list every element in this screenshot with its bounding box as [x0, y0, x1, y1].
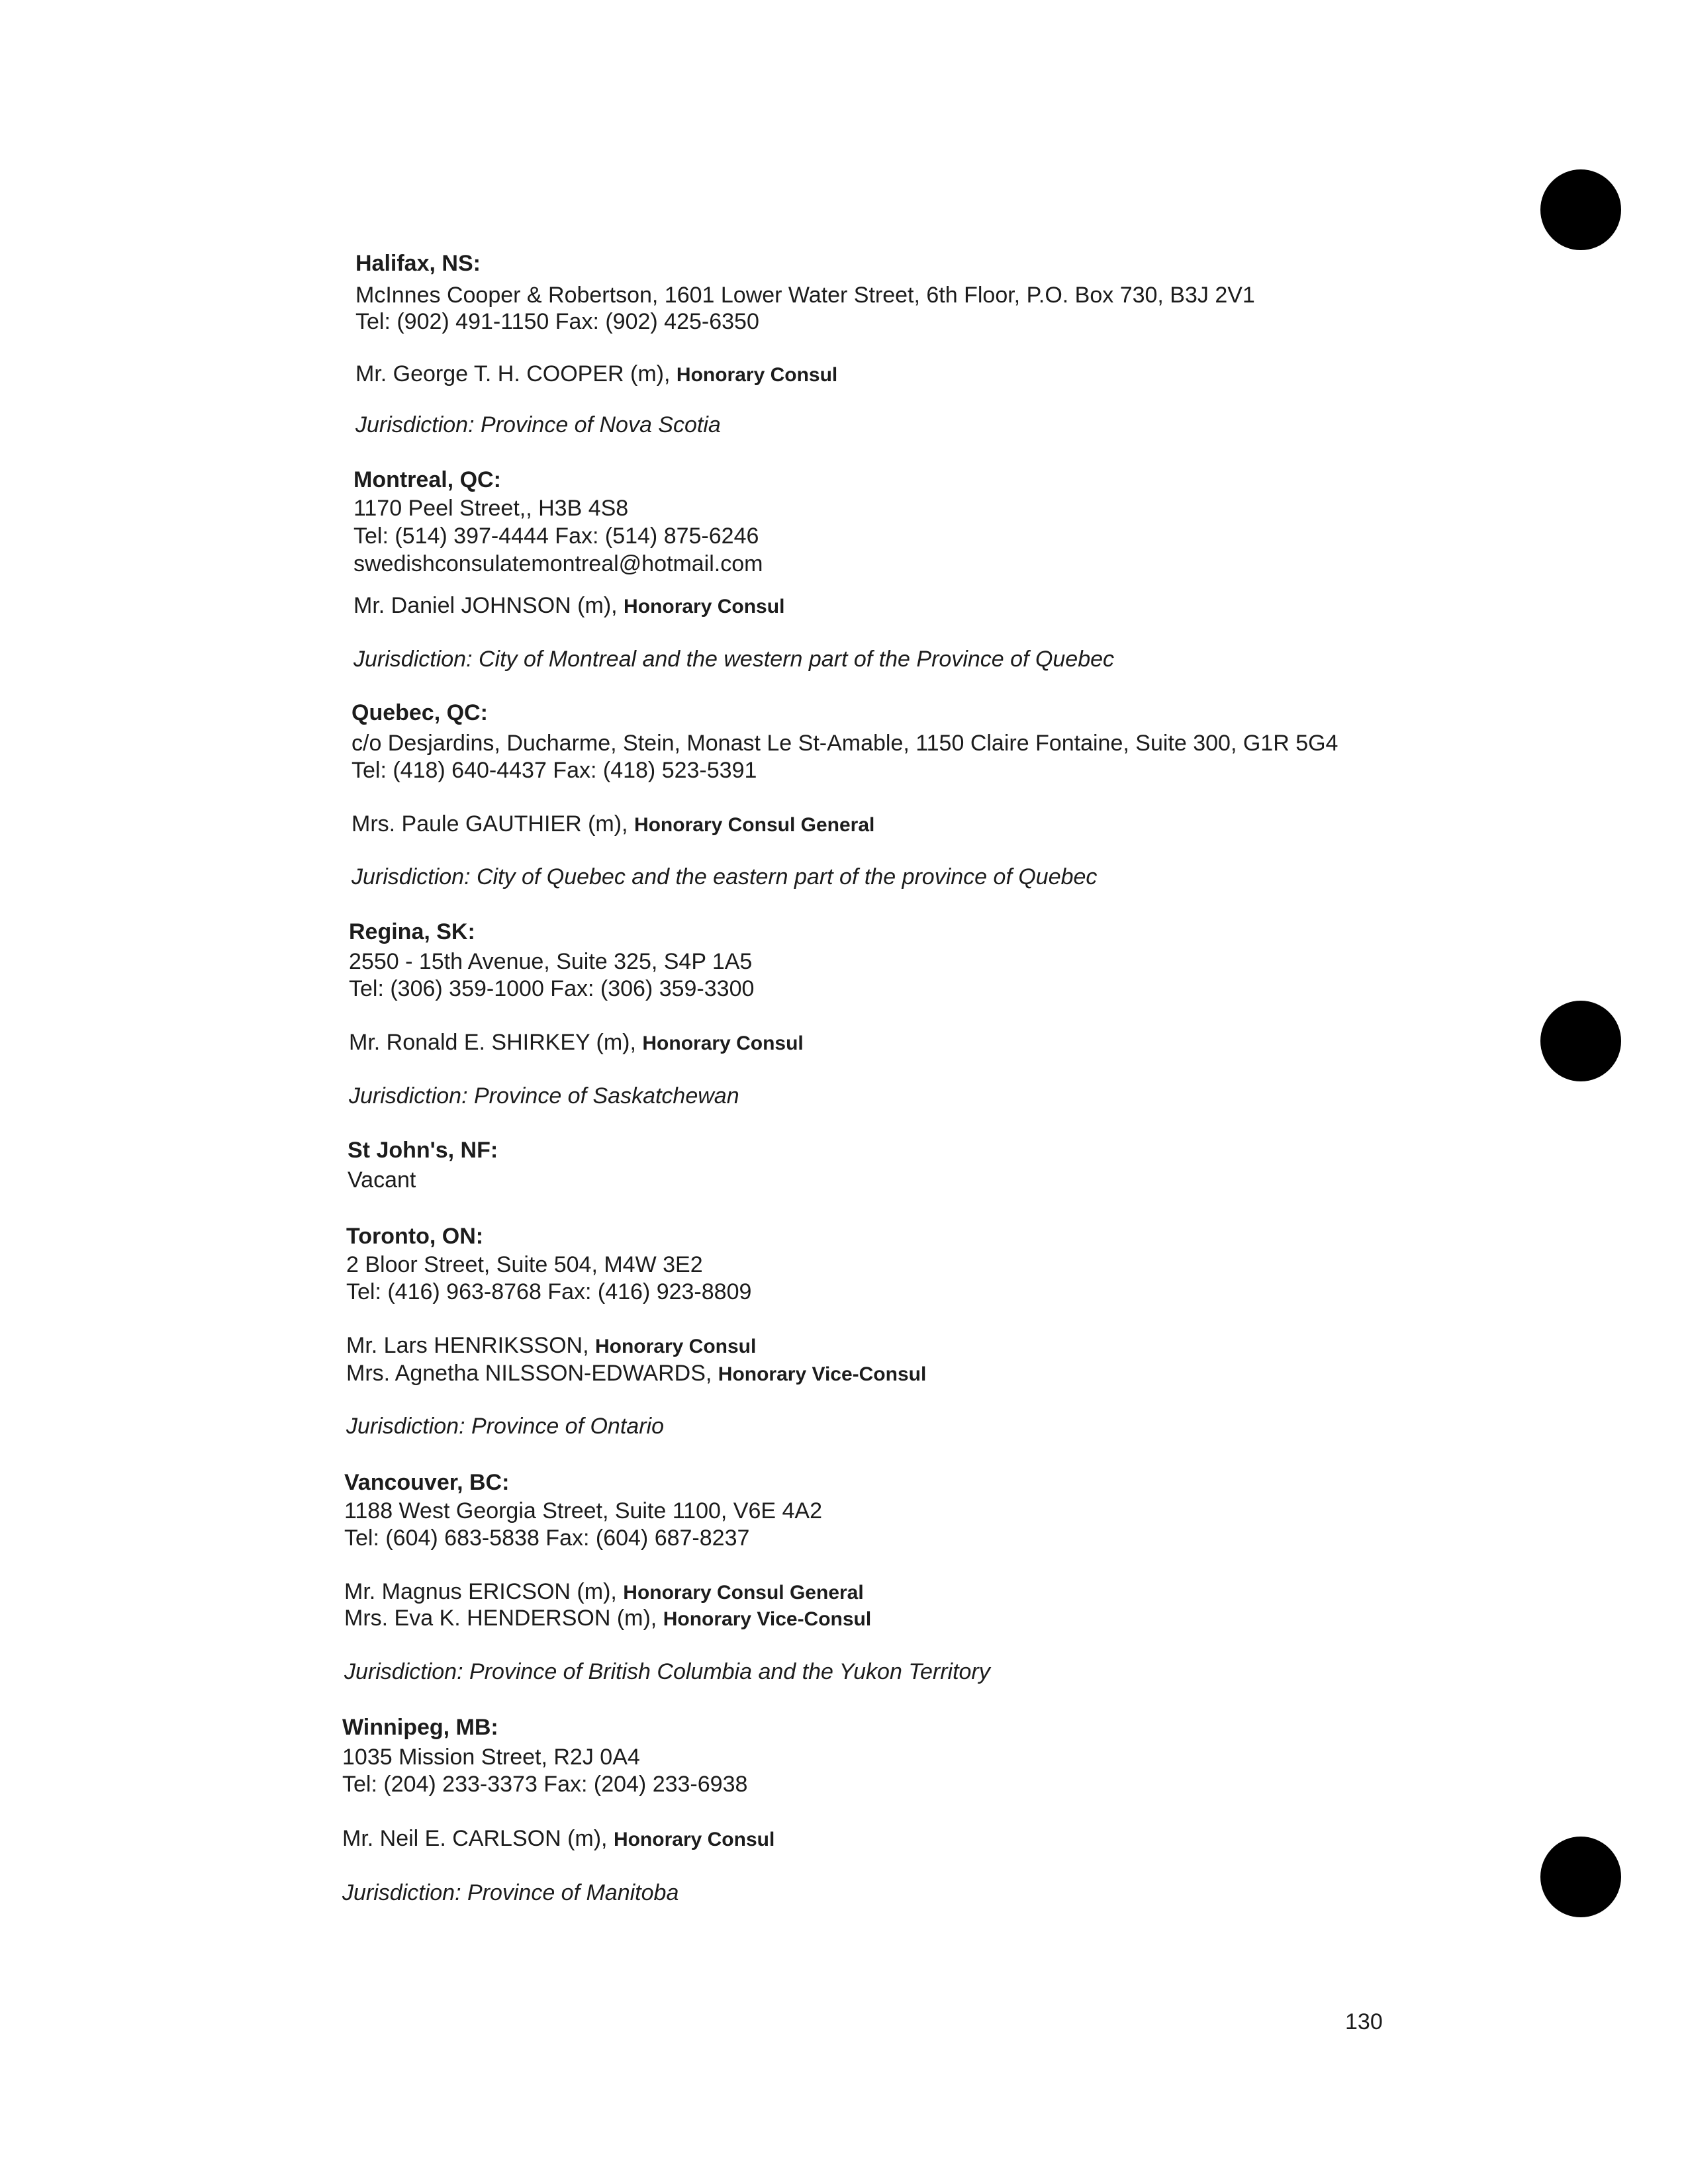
person-line [344, 1605, 871, 1633]
punch-hole-middle [1540, 1001, 1621, 1081]
person-name: Mr. Magnus ERICSON (m), [344, 1579, 624, 1604]
person-title: Honorary Consul [613, 1829, 775, 1850]
person-line [355, 361, 837, 388]
person-title: Honorary Consul [642, 1032, 804, 1054]
city-heading: Vancouver, BC: [344, 1470, 510, 1495]
city-heading: Halifax, NS: [355, 251, 481, 276]
person-name: Mr. Lars HENRIKSSON, [346, 1333, 595, 1358]
person-line [342, 1825, 774, 1853]
tel-fax-line: Tel: (514) 397-4444 Fax: (514) 875-6246 [353, 523, 759, 549]
tel-fax-line: Tel: (604) 683-5838 Fax: (604) 687-8237 [344, 1525, 750, 1551]
address-line: McInnes Cooper & Robertson, 1601 Lower Water Street, 6th Floor, P.O. Box 730, B3J 2V1 [355, 283, 1255, 308]
person-title: Honorary Consul [676, 364, 838, 386]
address-line: 2550 - 15th Avenue, Suite 325, S4P 1A5 [349, 949, 753, 974]
person-name: Mr. Daniel JOHNSON (m), [353, 593, 624, 618]
person-line [346, 1360, 926, 1388]
city-heading: Montreal, QC: [353, 467, 501, 492]
jurisdiction-line: Jurisdiction: Province of Ontario [346, 1414, 664, 1439]
person-title: Honorary Consul [594, 1336, 757, 1357]
jurisdiction-line: Jurisdiction: Province of Nova Scotia [355, 412, 721, 437]
tel-fax-line: Tel: (418) 640-4437 Fax: (418) 523-5391 [352, 758, 757, 783]
page-number: 130 [1345, 2009, 1383, 2034]
tel-fax-line: Tel: (416) 963-8768 Fax: (416) 923-8809 [346, 1279, 752, 1304]
punch-hole-bottom [1540, 1837, 1621, 1917]
city-heading: Quebec, QC: [352, 700, 488, 725]
person-name: Mr. Neil E. CARLSON (m), [342, 1826, 614, 1851]
address-line: 1188 West Georgia Street, Suite 1100, V6E 4A2 [344, 1498, 823, 1524]
jurisdiction-line: Jurisdiction: Province of Manitoba [342, 1880, 679, 1905]
person-line [349, 1029, 804, 1057]
address-line: 2 Bloor Street, Suite 504, M4W 3E2 [346, 1252, 703, 1277]
city-heading: Toronto, ON: [346, 1224, 484, 1249]
person-name: Mrs. Eva K. HENDERSON (m), [344, 1606, 663, 1631]
address-line: 1170 Peel Street,, H3B 4S8 [353, 496, 629, 521]
person-name: Mrs. Agnetha NILSSON-EDWARDS, [346, 1361, 718, 1386]
punch-hole-top [1540, 169, 1621, 250]
person-name: Mr. Ronald E. SHIRKEY (m), [349, 1030, 643, 1055]
person-title: Honorary Consul General [623, 1582, 864, 1604]
person-title: Honorary Consul General [633, 814, 875, 836]
person-name: Mr. George T. H. COOPER (m), [355, 361, 677, 387]
person-title: Honorary Vice-Consul [718, 1363, 927, 1385]
jurisdiction-line: Jurisdiction: City of Quebec and the eastern part of the province of Quebec [352, 864, 1098, 889]
city-heading: St John's, NF: [348, 1138, 498, 1163]
address-line: Vacant [348, 1167, 416, 1193]
person-name: Mrs. Paule GAUTHIER (m), [352, 811, 634, 837]
address-line: c/o Desjardins, Ducharme, Stein, Monast Le St-Amable, 1150 Claire Fontaine, Suite 300, G1R 5G4 [352, 731, 1338, 756]
person-title: Honorary Consul [624, 596, 785, 617]
person-line [353, 592, 784, 620]
tel-fax-line: Tel: (204) 233-3373 Fax: (204) 233-6938 [342, 1772, 748, 1797]
address-line: 1035 Mission Street, R2J 0A4 [342, 1745, 640, 1770]
tel-fax-line: Tel: (902) 491-1150 Fax: (902) 425-6350 [355, 309, 759, 334]
person-title: Honorary Vice-Consul [663, 1608, 872, 1630]
city-heading: Winnipeg, MB: [342, 1715, 498, 1740]
city-heading: Regina, SK: [349, 919, 475, 944]
jurisdiction-line: Jurisdiction: Province of British Columbia and the Yukon Territory [344, 1659, 990, 1684]
email-line: swedishconsulatemontreal@hotmail.com [353, 551, 763, 576]
person-line [346, 1332, 756, 1360]
tel-fax-line: Tel: (306) 359-1000 Fax: (306) 359-3300 [349, 976, 755, 1001]
jurisdiction-line: Jurisdiction: City of Montreal and the western part of the Province of Quebec [353, 647, 1115, 672]
person-line [344, 1578, 864, 1606]
jurisdiction-line: Jurisdiction: Province of Saskatchewan [349, 1083, 739, 1109]
person-line [352, 811, 874, 839]
